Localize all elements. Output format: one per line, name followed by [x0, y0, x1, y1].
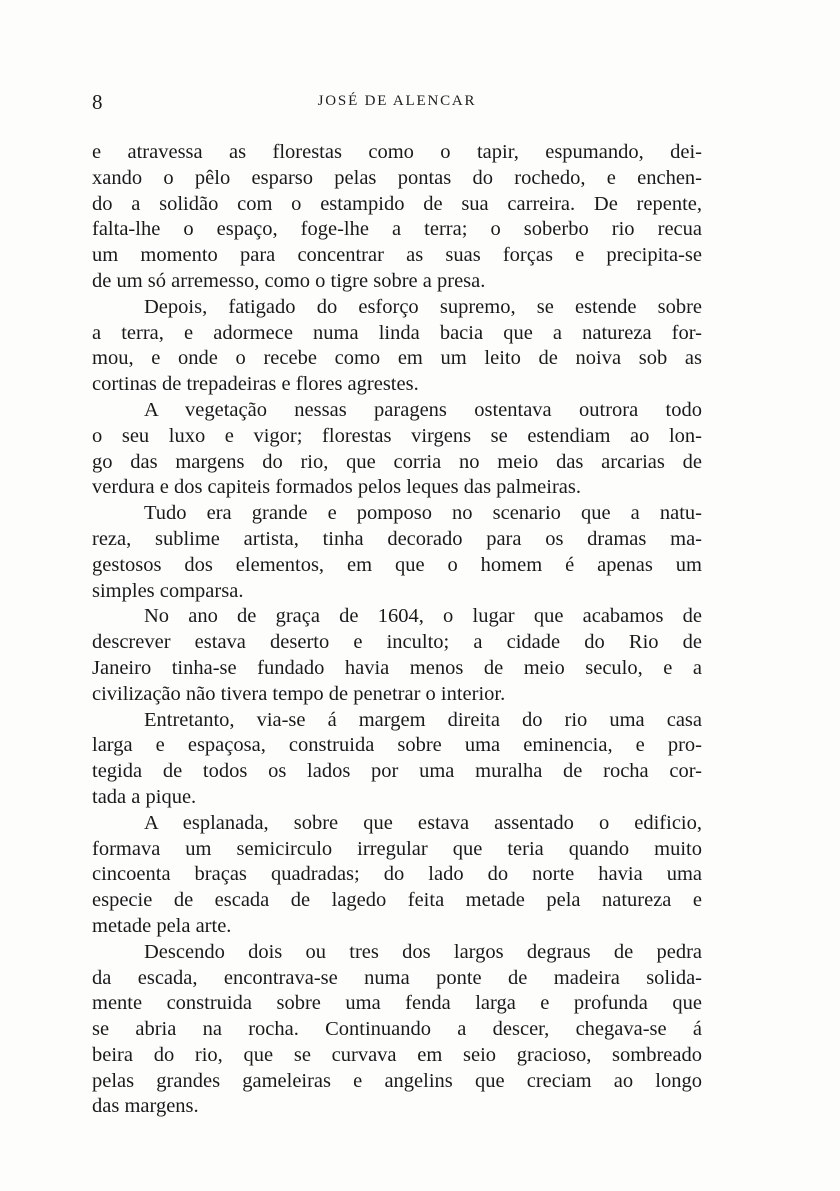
text-line: simples comparsa. — [92, 579, 244, 602]
text-line: Entretanto, via-se á margem direita do rio uma casa — [144, 708, 702, 731]
text-line: cortinas de trepadeiras e flores agrestes. — [92, 373, 419, 396]
text-line: o seu luxo e vigor; florestas virgens se estendiam ao lon- — [92, 424, 702, 447]
text-line: pelas grandes gameleiras e angelins que creciam ao longo — [92, 1069, 702, 1092]
text-line: mou, e onde o recebe como em um leito de noiva sob as — [92, 347, 702, 370]
text-line: e atravessa as florestas como o tapir, espumando, dei- — [92, 141, 702, 163]
text-line: a terra, e adormece numa linda bacia que a natureza for- — [92, 321, 702, 344]
text-line: tegida de todos os lados por uma muralha de rocha cor- — [92, 760, 702, 783]
text-line: reza, sublime artista, tinha decorado para os dramas ma- — [92, 527, 702, 550]
text-line: larga e espaçosa, construida sobre uma eminencia, e pro- — [92, 734, 702, 757]
text-line: Depois, fatigado do esforço supremo, se estende sobre — [144, 295, 702, 318]
text-line: go das margens do rio, que corria no meio das arcarias de — [92, 450, 702, 473]
running-title: JOSÉ DE ALENCAR — [317, 93, 477, 109]
text-line: Descendo dois ou tres dos largos degraus de pedra — [144, 940, 702, 963]
text-line: Janeiro tinha-se fundado havia menos de meio seculo, e a — [92, 656, 702, 679]
page-header — [92, 90, 702, 114]
text-line: Tudo era grande e pomposo no scenario que a natu- — [144, 502, 702, 525]
text-line: falta-lhe o espaço, foge-lhe a terra; o soberbo rio recua — [92, 218, 702, 241]
text-line: A esplanada, sobre que estava assentado o edificio, — [144, 811, 702, 834]
text-line: A vegetação nessas paragens ostentava outrora todo — [144, 398, 702, 421]
text-line: xando o pêlo esparso pelas pontas do rochedo, e enchen- — [92, 166, 702, 189]
body-text — [92, 140, 702, 1120]
text-line: gestosos dos elementos, em que o homem é apenas um — [92, 553, 702, 576]
text-line: das margens. — [92, 1095, 199, 1118]
text-line: beira do rio, que se curvava em seio gracioso, sombreado — [92, 1043, 702, 1066]
text-line: tada a pique. — [92, 785, 197, 808]
text-line: mente construida sobre uma fenda larga e profunda que — [92, 992, 702, 1015]
text-line: verdura e dos capiteis formados pelos leques das palmeiras. — [92, 476, 581, 499]
text-line: cincoenta braças quadradas; do lado do norte havia uma — [92, 863, 702, 886]
text-line: se abria na rocha. Continuando a descer, chegava-se á — [92, 1018, 702, 1041]
text-line: da escada, encontrava-se numa ponte de madeira solida- — [92, 966, 702, 989]
text-line: de um só arremesso, como o tigre sobre a presa. — [92, 269, 486, 292]
text-line: metade pela arte. — [92, 914, 232, 937]
text-line: civilização não tivera tempo de penetrar o interior. — [92, 682, 506, 705]
text-line: No ano de graça de 1604, o lugar que acabamos de — [144, 605, 702, 628]
page-number: 8 — [92, 90, 103, 114]
text-line: formava um semicirculo irregular que teria quando muito — [92, 837, 702, 860]
text-line: um momento para concentrar as suas forças e precipita-se — [92, 244, 702, 267]
text-line: descrever estava deserto e inculto; a cidade do Rio de — [92, 631, 702, 654]
text-line: do a solidão com o estampido de sua carreira. De repente, — [92, 192, 702, 215]
text-line: especie de escada de lagedo feita metade pela natureza e — [92, 889, 702, 912]
